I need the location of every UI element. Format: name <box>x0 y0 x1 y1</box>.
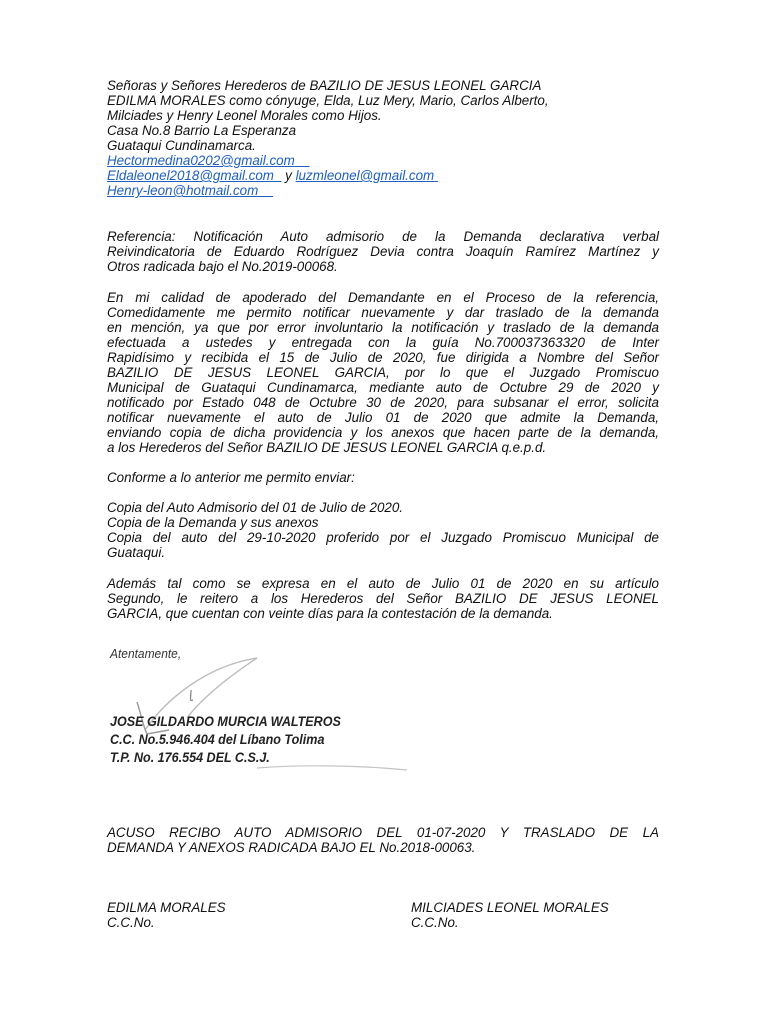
conforme-text: Conforme a lo anterior me permito enviar: <box>107 470 355 485</box>
body-line: notificar nuevamente el auto de Julio 01 de 2020 que admite la Demanda, <box>107 410 659 425</box>
closing-text: Atentamente, <box>110 646 182 661</box>
signer-id: C.C. No.5.946.404 del Líbano Tolima <box>110 732 325 747</box>
body-line: Municipal de Guataqui Cundinamarca, mediante auto de Octubre 29 de 2020 y <box>107 380 659 395</box>
reference-line: Reivindicatoria de Eduardo Rodríguez Devia contra Joaquín Ramírez Martínez y <box>107 244 659 259</box>
signer-name: JOSE GILDARDO MURCIA WALTEROS <box>110 714 341 729</box>
addressee-line-3: Milciades y Henry Leonel Morales como Hijos. <box>107 108 382 123</box>
copy-item-auto: Copia del Auto Admisorio del 01 de Julio de 2020. <box>107 500 404 515</box>
recipient-left-cc: C.C.No. <box>107 915 155 930</box>
body-line: efectuada a ustedes y entregada con la guía No.700037363320 de Inter <box>107 335 659 350</box>
email-underline-pad <box>274 168 281 183</box>
recipient-right <box>411 900 609 930</box>
body-line: en mención, ya que por error involuntario la notificación y traslado de la demanda <box>107 320 659 335</box>
acuso-line: ACUSO RECIBO AUTO ADMISORIO DEL 01-07-2020 Y TRASLADO DE LA <box>107 825 659 840</box>
body-line: a los Herederos del Señor BAZILIO DE JESUS LEONEL GARCIA q.e.p.d. <box>107 440 547 455</box>
ademas-line: Además tal como se expresa en el auto de Julio 01 de 2020 en su artículo <box>107 576 659 591</box>
email-underline-pad <box>258 183 273 198</box>
addressee-block <box>107 78 659 198</box>
email-link-henry[interactable]: Henry-leon@hotmail.com <box>107 183 259 198</box>
addressee-line-1: Señoras y Señores Herederos de BAZILIO DE JESUS LEONEL GARCIA <box>107 78 542 93</box>
copy-item-auto-29: Copia del auto del 29-10-2020 proferido por el Juzgado Promiscuo Municipal de <box>107 530 659 545</box>
city-line: Guataqui Cundinamarca. <box>107 138 256 153</box>
body-line: En mi calidad de apoderado del Demandante en el Proceso de la referencia, <box>107 290 659 305</box>
reference-line: Otros radicada bajo el No.2019-00068. <box>107 259 338 274</box>
acuso-paragraph <box>107 825 659 855</box>
copy-item-demanda: Copia de la Demanda y sus anexos <box>107 515 319 530</box>
ademas-line: Segundo, le reitero a los Herederos del Señor BAZILIO DE JESUS LEONEL <box>107 591 659 606</box>
body-line: notificado por Estado 048 de Octubre 30 de 2020, para subsanar el error, solicita <box>107 395 659 410</box>
recipient-left-name: EDILMA MORALES <box>107 900 226 915</box>
body-line: BAZILIO DE JESUS LEONEL GARCIA, por lo que el Juzgado Promiscuo <box>107 365 659 380</box>
ademas-paragraph <box>107 576 659 621</box>
ademas-line: GARCIA, que cuentan con veinte días para la contestación de la demanda. <box>107 606 553 621</box>
body-line: Rapidísimo y recibida el 15 de Julio de 2020, fue dirigida a Nombre del Señor <box>107 350 659 365</box>
signature-block <box>107 638 417 788</box>
acuso-line: DEMANDA Y ANEXOS RADICADA BAJO EL No.2018-00063. <box>107 840 476 855</box>
email-link-luz[interactable]: luzmleonel@gmail.com <box>295 168 435 183</box>
email-link-hector[interactable]: Hectormedina0202@gmail.com <box>107 153 295 168</box>
recipient-right-cc: C.C.No. <box>411 915 459 930</box>
email-separator: y <box>285 168 292 183</box>
conforme-line <box>107 470 659 485</box>
email-underline-pad <box>295 153 310 168</box>
copies-list <box>107 500 659 560</box>
body-line: Comedidamente me permito notificar nuevamente y dar traslado de la demanda <box>107 305 659 320</box>
body-line: enviando copia de dicha providencia y los anexos que hacen parte de la demanda, <box>107 425 659 440</box>
addressee-line-2: EDILMA MORALES como cónyuge, Elda, Luz Mery, Mario, Carlos Alberto, <box>107 93 549 108</box>
recipient-left <box>107 900 226 930</box>
address-line: Casa No.8 Barrio La Esperanza <box>107 123 297 138</box>
email-underline-pad <box>434 168 438 183</box>
recipient-right-name: MILCIADES LEONEL MORALES <box>411 900 609 915</box>
email-link-elda[interactable]: Eldaleonel2018@gmail.com <box>107 168 274 183</box>
body-paragraph <box>107 290 659 455</box>
handwritten-signature <box>107 638 417 788</box>
copy-item-auto-29-cont: Guataqui. <box>107 545 166 560</box>
reference-paragraph <box>107 229 659 274</box>
signer-professional-card: T.P. No. 176.554 DEL C.S.J. <box>110 750 270 765</box>
reference-line: Referencia: Notificación Auto admisorio de la Demanda declarativa verbal <box>107 229 659 244</box>
